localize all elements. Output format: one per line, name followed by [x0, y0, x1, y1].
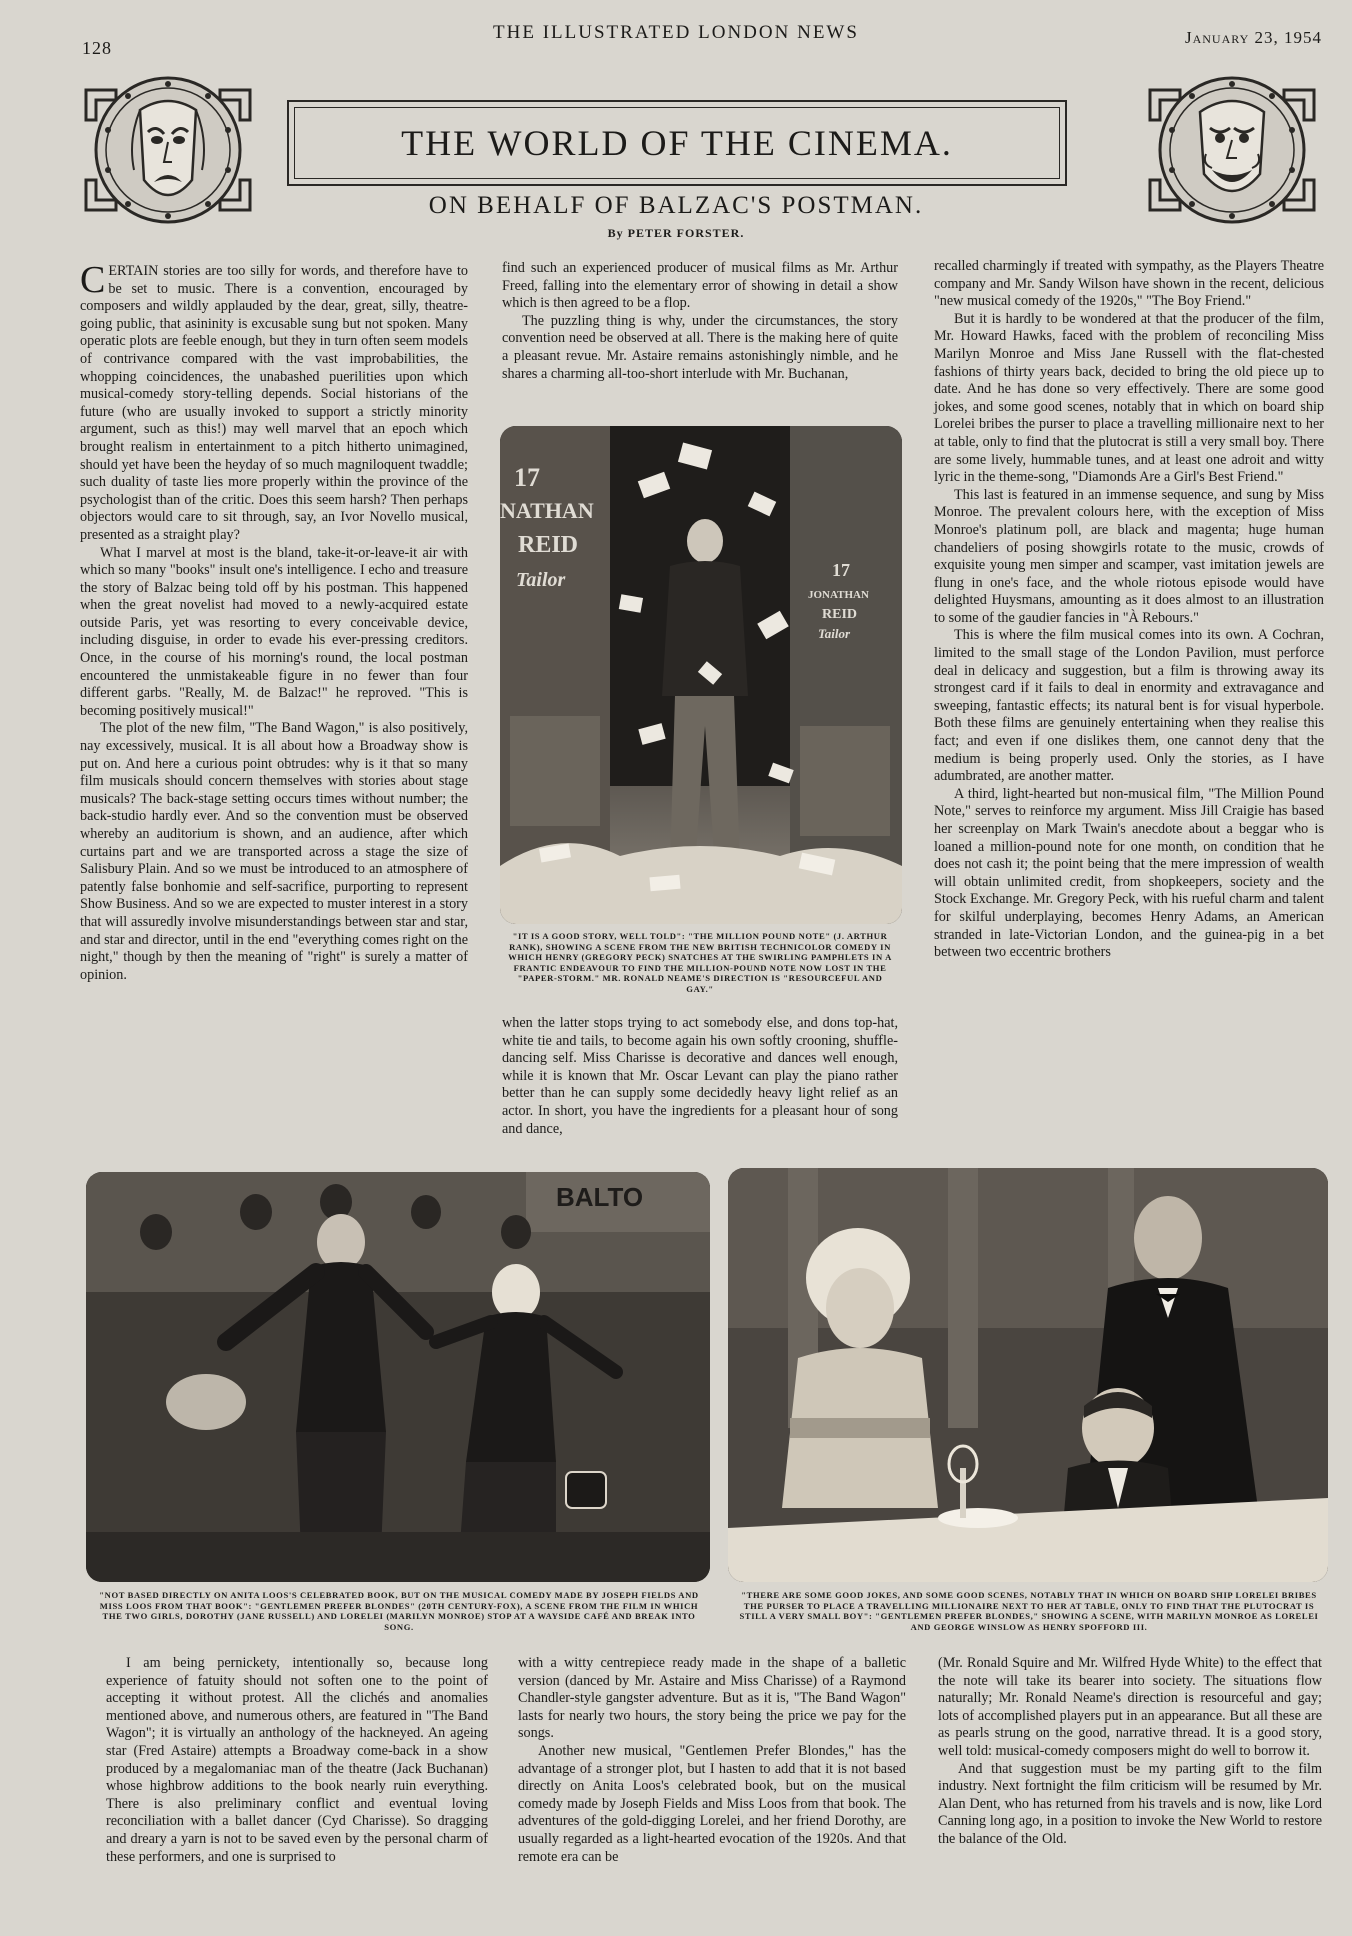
- page-number: 128: [82, 38, 112, 58]
- paragraph: find such an experienced producer of musical films as Mr. Arthur Freed, falling into the elementary error of showing in detail a show which is then agreed to be a flop.: [502, 260, 898, 312]
- masthead: THE ILLUSTRATED LONDON NEWS: [493, 22, 859, 43]
- paragraph: What I marvel at most is the bland, take-it-or-leave-it air with which so many "books" insult one's intelligence. I echo and treasure the story of Balzac being told off by his postman. This happened when the great novelist had moved to a newly-acquired estate outside Paris, yet was resorting to every conceivable device, including disguise, in order to evade his ever-pressing creditors. Once, in the course of his morning's round, the local postman encountered the unmistakeable figure in no fewer than four different garbs. "Really, M. de Balzac!" he reproved. "This is becoming positively musical!": [80, 544, 468, 719]
- section-title: THE WORLD OF THE CINEMA.: [401, 123, 953, 163]
- photo-gentlemen-prefer-blondes-cafe: [86, 1172, 710, 1582]
- photo-caption-million-pound-note: "IT IS A GOOD STORY, WELL TOLD": "THE MILLION POUND NOTE" (J. ARTHUR RANK), SHOWING A SCENE FROM THE NEW BRITISH TECHNICOLOR COMEDY IN WHICH HENRY (GREGORY PECK) SNATCHES AT THE SWIRLING PAMPHLETS IN A FRANTIC ENDEAVOUR TO FIND THE MILLION-POUND NOTE NOW LOST IN THE "PAPER-STORM." MR. RONALD NEAME'S DIRECTION IS "RESOURCEFUL AND GAY.": [508, 931, 892, 994]
- photo-caption-dinner-scene: "THERE ARE SOME GOOD JOKES, AND SOME GOOD SCENES, NOTABLY THAT IN WHICH ON BOARD SHIP LORELEI BRIBES THE PURSER TO PLACE A TRAVELLING MILLIONAIRE NEXT TO HER AT TABLE, ONLY TO FIND THAT THE PLUTOCRAT IS STILL A VERY SMALL BOY": "GENTLEMEN PREFER BLONDES," SHOWING A SCENE, WITH MARILYN MONROE AS LORELEI AND GEORGE WINSLOW AS HENRY SPOFFORD III.: [739, 1590, 1319, 1632]
- article-column-1: [80, 259, 468, 984]
- shop-sign-trade-right: Tailor: [818, 626, 851, 641]
- section-title-frame: [287, 100, 1067, 186]
- shop-sign-number-left: 17: [514, 463, 540, 492]
- paragraph: Another new musical, "Gentlemen Prefer Blondes," has the advantage of a stronger plot, but I hasten to add that it is not based directly on Anita Loos's celebrated book, but on the musical comedy made by Joseph Fields and Miss Loos from that book. The adventures of the gold-digging Lorelei, and her friend Dorothy, are usually regarded as a light-hearted evocation of the 1920s. And that remote era can be: [518, 1742, 906, 1865]
- article-headline: ON BEHALF OF BALZAC'S POSTMAN.: [428, 192, 924, 219]
- article-column-4: [106, 1655, 488, 1866]
- article-byline: By PETER FORSTER.: [607, 226, 745, 240]
- shop-sign-name-left: NATHAN: [500, 498, 594, 523]
- issue-date: January 23, 1954: [1184, 28, 1322, 47]
- photo-gentlemen-prefer-blondes-dinner: [728, 1168, 1328, 1582]
- paragraph: This is where the film musical comes into its own. A Cochran, limited to the small stage of the London Pavilion, must perforce deal in delicacy and suggestion, but a film is throwing away its strongest card if it fails to deal in enormity and extravagance and sweeping, fantastic effects; its natural bent is for visual hyperbole. Both these films are genuinely entertaining when they realise this fact; and even if one dislikes them, one cannot deny that the medium is being properly used. Only the stories, as I have adumbrated, are another matter.: [934, 627, 1324, 785]
- photo-million-pound-note: [500, 426, 902, 924]
- cafe-sign: BALTO: [556, 1182, 644, 1212]
- article-column-2-top: [502, 260, 898, 383]
- paragraph: recalled charmingly if treated with sympathy, as the Players Theatre company and Mr. Sandy Wilson have shown in the recent, delicious "new musical comedy of the 1920s," "The Boy Friend.": [934, 258, 1324, 310]
- paragraph: The plot of the new film, "The Band Wagon," is also positively, nay excessively, musical. It is all about how a Broadway show is put on. And here a curious point obtrudes: why is it that so many film musicals should concern themselves with stories about stage musicals? The back-stage setting occurs times without number; the back-studio hardly ever. And so the convention must be observed whereby an auditorium is shown, and an audience, after which curtains part and we are transported across a stage the size of Salisbury Plain. And so we must be introduced to an atmosphere of patently false bonhomie and self-sacrifice, purporting to represent Show Business. And so we are expected to muster interest in a story that will assuredly involve misunderstandings between star and star, and star and director, until in the end "everything comes right on the night," though by then the meaning of "right" is surely a matter of opinion.: [80, 720, 468, 983]
- shop-sign-number-right: 17: [832, 560, 850, 580]
- article-column-5: [518, 1655, 906, 1866]
- shop-sign-surname-left: REID: [518, 532, 579, 558]
- paragraph: when the latter stops trying to act somebody else, and dons top-hat, white tie and tails, to become again his own softly crooning, shuffle-dancing self. Miss Charisse is decorative and dances well enough, while it is known that Mr. Oscar Levant can play the piano rather better than he can supply some decidedly heavy light relief as an actor. In short, you have the ingredients for a pleasant hour of song and dance,: [502, 1015, 898, 1137]
- paragraph: The puzzling thing is why, under the circumstances, the story convention need be observed at all. There is the making here of quite a pleasant revue. Mr. Astaire remains astonishingly nimble, and he shares a charming all-too-short interlude with Mr. Buchanan,: [502, 312, 898, 382]
- paragraph: And that suggestion must be my parting gift to the film industry. Next fortnight the film criticism will be resumed by Mr. Alan Dent, who has returned from his travels and is now, like Lord Canning long ago, in a position to invoke the New World to restore the balance of the Old.: [938, 1760, 1322, 1847]
- shop-sign-surname-right: REID: [822, 607, 858, 622]
- article-column-6: [938, 1655, 1322, 1849]
- article-column-3: [934, 258, 1324, 962]
- paragraph: (Mr. Ronald Squire and Mr. Wilfred Hyde White) to the effect that the note will take its bearer into society. The situations flow naturally; Mr. Ronald Neame's direction is resourceful and gay; lots of accomplished players put in an appearance. But all these are as pearls strung on the good, narrative thread. It is a good story, well told: musical-comedy composers might do well to borrow it.: [938, 1655, 1322, 1759]
- paragraph: This last is featured in an immense sequence, and sung by Miss Monroe. The prevalent colours here, with the exception of Miss Monroe's platinum poll, are black and magenta; huge human chandeliers of posing showgirls rotate to the music, crowds of exquisite young men simper and scamper, vast imitation jewels are flung in one's face, and the whole riotous episode would have delighted Huysmans, amounting as it does almost to an illustration to some of the gaudier fancies in "À Rebours.": [934, 486, 1324, 626]
- photo-caption-cafe-scene: "NOT BASED DIRECTLY ON ANITA LOOS'S CELEBRATED BOOK, BUT ON THE MUSICAL COMEDY MADE BY JOSEPH FIELDS AND MISS LOOS FROM THAT BOOK": "GENTLEMEN PREFER BLONDES" (20TH CENTURY-FOX), A SCENE FROM THE FILM IN WHICH THE TWO GIRLS, DOROTHY (JANE RUSSELL) AND LORELEI (MARILYN MONROE) STOP AT A WAYSIDE CAFÉ AND BREAK INTO SONG.: [99, 1590, 699, 1632]
- paragraph: But it is hardly to be wondered at that the producer of the film, Mr. Howard Hawks, faced with the problem of reconciling Miss Marilyn Monroe and Miss Jane Russell with the flat-chested fashions of thirty years back, decided to bring the old piece up to date. And he has done so very effectively. There are some good jokes, and some good scenes, notably that in which on board ship Lorelei bribes the purser to place a travelling millionaire next to her at table, only to find that the plutocrat is still a very small boy. There are some lively, hummable tunes, and at least one adroit and witty lyric in the theme-song, "Diamonds Are a Girl's Best Friend.": [934, 310, 1324, 486]
- paragraph: A third, light-hearted but non-musical film, "The Million Pound Note," serves to reinforce my argument. Miss Jill Craigie has based her screenplay on Mark Twain's anecdote about a beggar who is loaned a million-pound note for one month, on condition that he does not cash it; the point being that the mere impression of wealth will obtain unlimited credit, from shopkeepers, society and the Stock Exchange. Mr. Gregory Peck, with his rueful charm and talent for skilful underplaying, becomes Henry Adams, an American stranded in late-Victorian London, and the guinea-pig in a bet between two eccentric brothers: [934, 785, 1324, 961]
- shop-sign-trade-left: Tailor: [516, 569, 566, 591]
- article-column-2-bottom: [502, 1015, 898, 1138]
- paragraph: with a witty centrepiece ready made in the shape of a balletic version (danced by Mr. Astaire and Miss Charisse) of a Raymond Chandler-style gangster adventure. But as it is, "The Band Wagon" lasts for nearly two hours, the story being the price we pay for the songs.: [518, 1655, 906, 1742]
- paragraph: I am being pernickety, intentionally so, because long experience of fatuity should not soften one to the point of accepting it without protest. All the clichés and anomalies mentioned above, and numerous others, are featured in "The Band Wagon"; it is virtually an anthology of the hackneyed. An ageing star (Fred Astaire) attempts a Broadway come-back in a show produced by a megalomaniac man of the theatre (Jack Buchanan) whose highbrow additions to the book nearly ruin everything. There is also preliminary conflict and eventual loving reconciliation with a ballet dancer (Cyd Charisse). So dragging and dreary a yarn is not to be saved even by the personal charm of these performers, and one is surprised to: [106, 1655, 488, 1865]
- paragraph: CERTAIN stories are too silly for words, and therefore have to be set to music. There is a convention, encouraged by composers and wildly applauded by the dear, great, silly, theatre-going public, that asininity is excusable sung but not spoken. Many operatic plots are feeble enough, but they in turn often seem models of contrivance compared with the vast improbabilities, the whopping coincidences, the unabashed puerilities upon which musical-comedy story-telling depends. Social historians of the future (who are usually invoked to support a strictly minority argument, such as this!) may well marvel that an epoch which brought realism in entertainment to a pitch hitherto unimagined, should yet have been the heyday of so much magniloquent twaddle; such duality of taste lies more properly within the province of the psychologist than of the critic. Does this seem harsh? Then perhaps objectors would care to sit through, say, an Ivor Novello musical, presented as a straight play?: [80, 259, 468, 543]
- shop-sign-name-right: JONATHAN: [808, 589, 869, 601]
